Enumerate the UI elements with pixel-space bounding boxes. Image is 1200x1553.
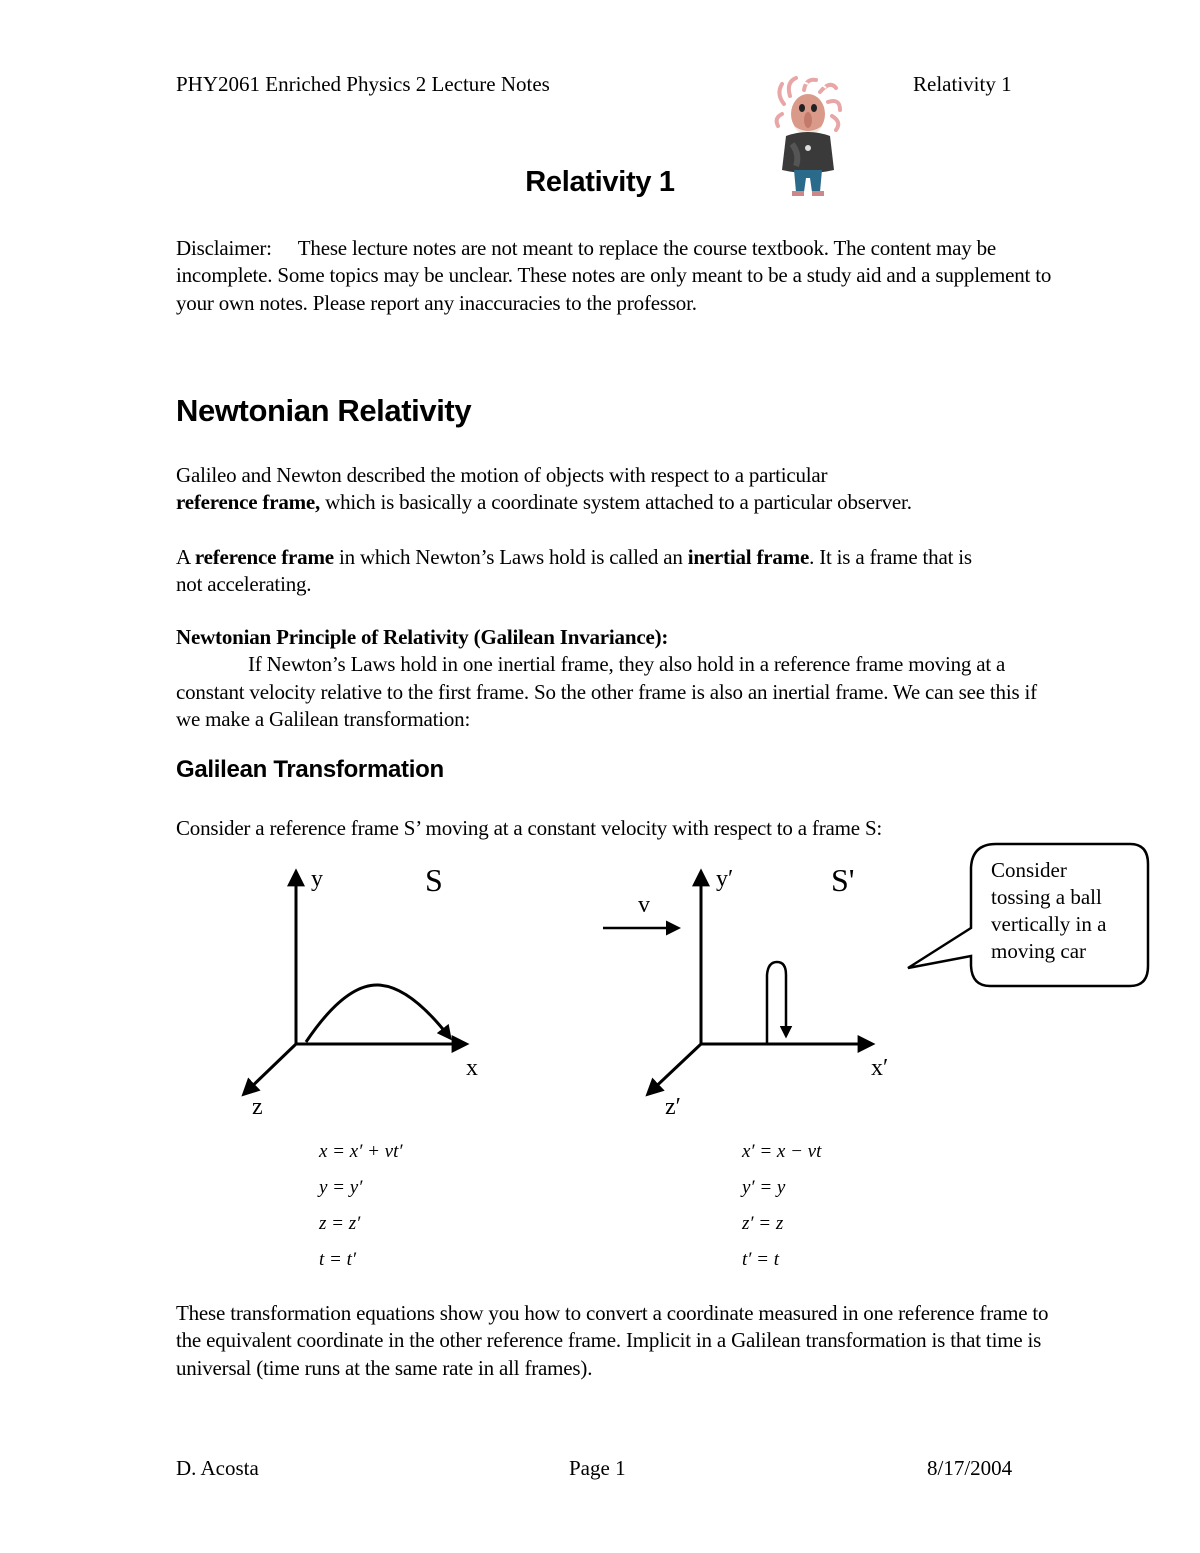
equation: z′ = z	[742, 1213, 784, 1234]
paragraph-reference-frame	[176, 462, 1056, 517]
term-reference-frame: reference frame,	[176, 490, 321, 515]
equation: t = t′	[319, 1249, 357, 1270]
header-course-title: PHY2061 Enriched Physics 2 Lecture Notes	[176, 72, 550, 96]
disclaimer-label: Disclaimer:	[176, 236, 272, 260]
section-heading-newtonian-relativity: Newtonian Relativity	[176, 393, 472, 428]
principle-text: If Newton’s Laws hold in one inertial frame, they also hold in a reference frame moving at a constant velocity relative to the first frame. So the other frame is also an inertial frame. We can see this if we make a Galilean transformation:	[176, 652, 1037, 731]
axis-label-x-prime: x′	[871, 1055, 889, 1081]
frame-label-s-prime: S'	[831, 862, 855, 898]
section-heading-galilean-transformation: Galilean Transformation	[176, 756, 444, 783]
callout-line: vertically in a	[991, 912, 1107, 936]
vertical-toss-trajectory	[767, 962, 786, 1044]
term-inertial-frame: inertial frame	[687, 545, 810, 569]
axis-label-z-prime: z′	[665, 1094, 681, 1120]
diagram-intro: Consider a reference frame S’ moving at a constant velocity with respect to a frame S:	[176, 816, 883, 840]
frame-s-axes	[244, 872, 466, 1094]
page-title: Relativity 1	[525, 166, 675, 198]
equation: y = y′	[319, 1177, 363, 1198]
text-run: Galileo and Newton described the motion of objects with respect to a particular	[176, 463, 828, 487]
callout-line: tossing a ball	[991, 885, 1102, 909]
text-run: . It is a frame that is not accelerating.	[176, 545, 972, 597]
equations-s-to-s-prime	[319, 1134, 403, 1278]
term-reference-frame: reference frame	[194, 545, 334, 569]
text-run: in which Newton’s Laws hold is called an	[333, 545, 688, 569]
footer-page-number: Page 1	[569, 1456, 626, 1480]
axis-label-y-prime: y′	[716, 866, 734, 892]
text-run: A	[176, 545, 195, 569]
equation: z = z′	[319, 1213, 361, 1234]
closing-paragraph: These transformation equations show you how to convert a coordinate measured in one reference frame to the equivalent coordinate in the other reference frame. Implicit in a Galilean transformation is that time is universal (time runs at the same rate in all frames).	[176, 1301, 1049, 1380]
equations-s-prime-to-s	[742, 1134, 821, 1278]
frame-label-s: S	[425, 862, 443, 898]
projectile-trajectory	[306, 985, 450, 1042]
equation: x′ = x − vt	[742, 1141, 822, 1162]
text-run: which is basically a coordinate system attached to a particular observer.	[320, 490, 912, 515]
disclaimer-text: These lecture notes are not meant to replace the course textbook. The content may be incomplete. Some topics may be unclear. These notes are only meant to be a study aid and a supplement to your own notes. Please report any inaccuracies to the professor.	[176, 236, 1052, 315]
principle-block	[176, 624, 1056, 733]
equation: y′ = y	[742, 1177, 786, 1198]
velocity-label: v	[638, 892, 650, 918]
axis-label-z: z	[252, 1094, 263, 1120]
equation: x = x′ + vt′	[319, 1141, 403, 1162]
callout-line: Consider	[991, 858, 1067, 882]
axis-label-y: y	[311, 866, 323, 892]
callout-line: moving car	[991, 939, 1087, 963]
callout-text	[991, 857, 1141, 965]
principle-heading: Newtonian Principle of Relativity (Galilean Invariance):	[176, 625, 669, 649]
axis-label-x: x	[466, 1055, 478, 1081]
footer-author: D. Acosta	[176, 1456, 259, 1480]
header-topic: Relativity 1	[913, 72, 1012, 96]
disclaimer-paragraph	[176, 235, 1056, 317]
equation: t′ = t	[742, 1249, 780, 1270]
paragraph-inertial-frame	[176, 544, 996, 599]
footer-date: 8/17/2004	[927, 1456, 1013, 1480]
